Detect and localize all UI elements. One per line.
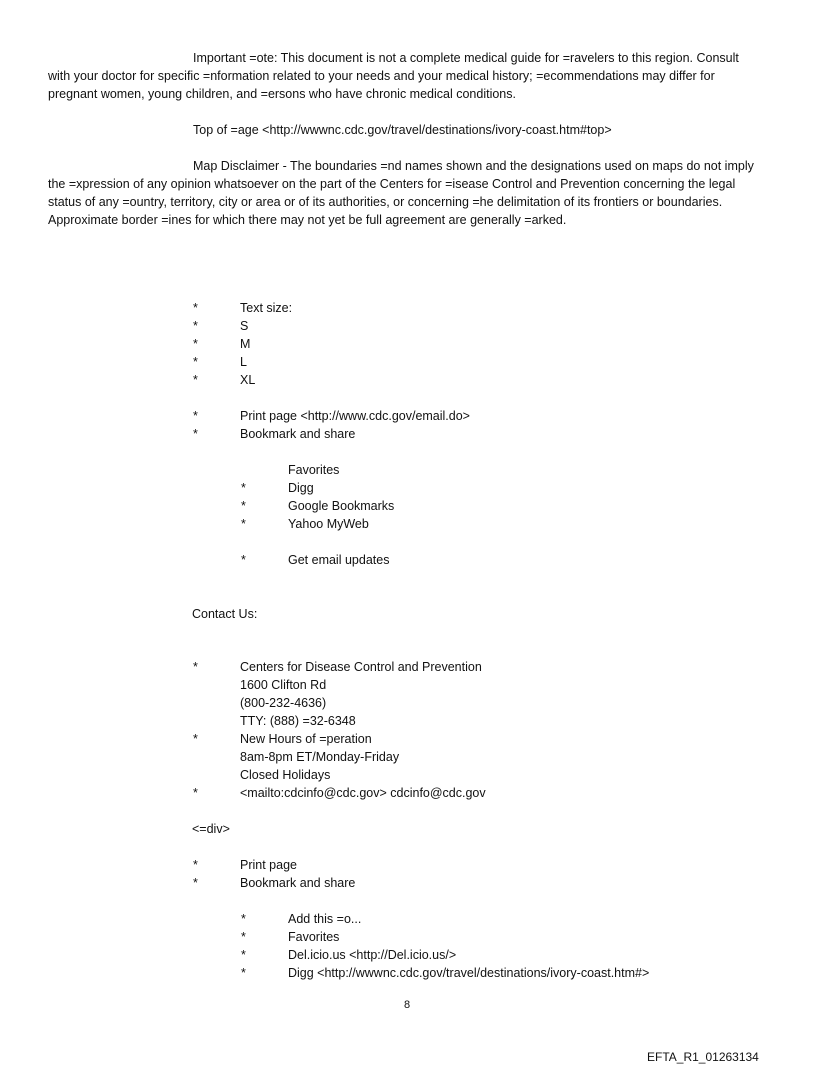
bullet-icon: * <box>193 876 198 890</box>
bullet-icon: * <box>193 301 198 315</box>
print-page-link[interactable]: Print page <http://www.cdc.gov/email.do> <box>240 409 470 423</box>
bullet-icon: * <box>241 948 246 962</box>
bullet-icon: * <box>193 732 198 746</box>
bookmark-share-link[interactable]: Bookmark and share <box>240 427 356 441</box>
text-size-s[interactable]: S <box>240 319 249 333</box>
bullet-icon: * <box>241 912 246 926</box>
bullet-icon: * <box>193 319 198 333</box>
digg-link-2[interactable]: Digg <http://wwwnc.cdc.gov/travel/destinations/ivory-coast.htm#> <box>288 966 650 980</box>
email-updates-link[interactable]: Get email updates <box>288 553 390 567</box>
yahoo-myweb-link[interactable]: Yahoo MyWeb <box>288 517 369 531</box>
contact-tty: TTY: (888) =32-6348 <box>240 714 356 728</box>
bullet-icon: * <box>241 517 246 531</box>
contact-phone: (800-232-4636) <box>240 696 327 710</box>
text-size-xl[interactable]: XL <box>240 373 256 387</box>
print-page-link-2[interactable]: Print page <box>240 858 297 872</box>
favorites-link-2[interactable]: Favorites <box>288 930 340 944</box>
bullet-icon: * <box>241 966 246 980</box>
page-number: 8 <box>404 999 411 1011</box>
contact-address: 1600 Clifton Rd <box>240 678 327 692</box>
text-size-label: Text size: <box>240 301 293 315</box>
map-disclaimer-paragraph: Map Disclaimer - The boundaries =nd names shown and the designations used on maps do not imply the =xpression of any opinion whatsoever on the part of the Centers for =isease Control and Prevention concerning the legal status of any =ountry, territory, city or area or of its authorities, or concerning =he delimitation of its frontiers or boundaries. Approximate border =ines for which there may not yet be full agreement are generally =arked. <box>48 159 754 227</box>
bullet-icon: * <box>193 786 198 800</box>
contact-closed: Closed Holidays <box>240 768 331 782</box>
contact-org: Centers for Disease Control and Prevention <box>240 660 482 674</box>
text-size-m[interactable]: M <box>240 337 251 351</box>
contact-heading: Contact Us: <box>192 607 258 621</box>
div-tag-text: <=div> <box>192 822 230 836</box>
bullet-icon: * <box>193 337 198 351</box>
bullet-icon: * <box>193 355 198 369</box>
digg-link[interactable]: Digg <box>288 481 314 495</box>
contact-email-link[interactable]: <mailto:cdcinfo@cdc.gov> cdcinfo@cdc.gov <box>240 786 486 800</box>
bullet-icon: * <box>193 858 198 872</box>
bullet-icon: * <box>193 427 198 441</box>
bullet-icon: * <box>193 373 198 387</box>
bookmark-share-link-2[interactable]: Bookmark and share <box>240 876 356 890</box>
bullet-icon: * <box>241 481 246 495</box>
important-note-paragraph: Important =ote: This document is not a complete medical guide for =ravelers to this region. Consult with your doctor for specific =nformation related to your needs and your medical history; =ecommendations may differ for pregnant women, young children, and =ersons who have chronic medical conditions. <box>48 51 739 101</box>
google-bookmarks-link[interactable]: Google Bookmarks <box>288 499 395 513</box>
bullet-icon: * <box>241 499 246 513</box>
document-id: EFTA_R1_01263134 <box>647 1050 759 1064</box>
contact-hours-label: New Hours of =peration <box>240 732 372 746</box>
top-of-page-link[interactable]: Top of =age <http://wwwnc.cdc.gov/travel/destinations/ivory-coast.htm#top> <box>193 123 612 137</box>
text-size-l[interactable]: L <box>240 355 247 369</box>
favorites-link[interactable]: Favorites <box>288 463 340 477</box>
bullet-icon: * <box>193 660 198 674</box>
bullet-icon: * <box>241 553 246 567</box>
contact-hours: 8am-8pm ET/Monday-Friday <box>240 750 400 764</box>
add-this-link[interactable]: Add this =o... <box>288 912 362 926</box>
bullet-icon: * <box>193 409 198 423</box>
bullet-icon: * <box>241 930 246 944</box>
delicious-link[interactable]: Del.icio.us <http://Del.icio.us/> <box>288 948 457 962</box>
